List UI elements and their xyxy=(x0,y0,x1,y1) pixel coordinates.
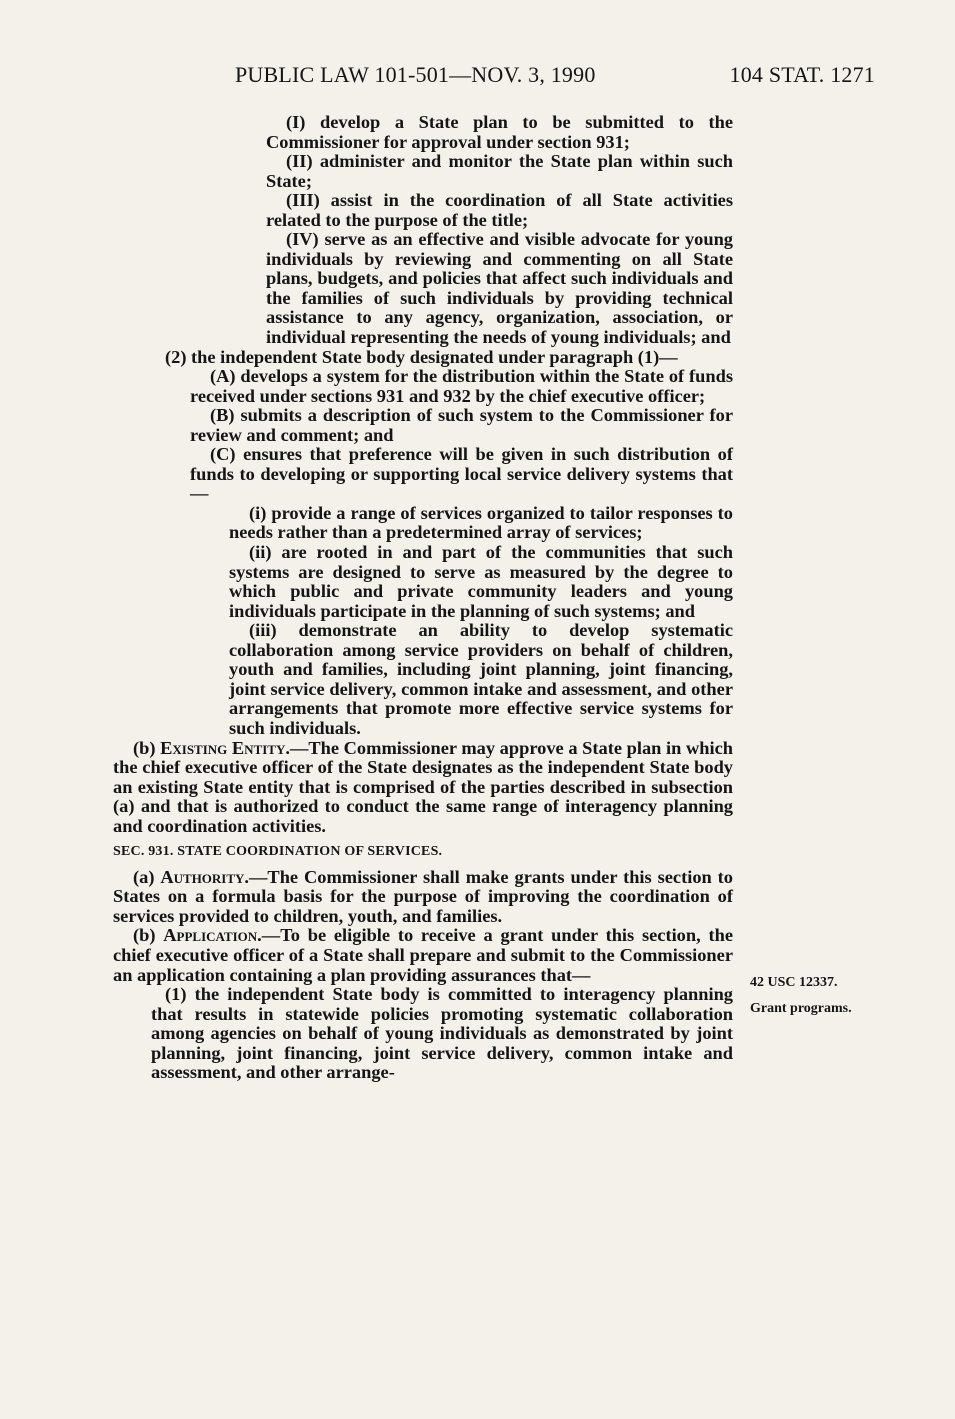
margin-note-usc: 42 USC 12337. xyxy=(750,975,838,990)
subsection-text: —The Commissioner may approve a State plan in which the chief executive officer of the State designates as the independent State body an existing State entity that is comprised of the parties described in subsection (a) and that is authorized to conduct the same range of interagency planning and coordination activities. xyxy=(113,737,733,836)
subsection-text: —The Commissioner shall make grants under this section to States on a formula basis for the purpose of improving the coordination of services provided to children, youth, and families. xyxy=(113,866,733,926)
clause-IV: (IV) serve as an effective and visible advocate for young individuals by reviewing and commenting on all State plans, budgets, and policies that affect such individuals and the families of such individuals by providing technical assistance to any agency, organization, association, or individual representing the needs of young individuals; and xyxy=(266,229,733,348)
paragraph-1: (1) the independent State body is committed to interagency planning that results in statewide policies promoting systematic collaboration among agencies on behalf of young individuals as demonstrated by joint planning, joint financing, joint service delivery, common intake and assessment, and other arrange- xyxy=(151,984,733,1083)
subsection-b-application xyxy=(113,926,733,985)
subsection-a-authority xyxy=(113,868,733,927)
item-iii: (iii) demonstrate an ability to develop systematic collaboration among service providers on behalf of children, youth and families, including joint planning, joint financing, joint service delivery, common intake and assessment, and other arrangements that promote more effective service systems for such individuals. xyxy=(229,620,733,738)
margin-note-grant-programs: Grant programs. xyxy=(750,1001,852,1016)
subsection-label: (b) xyxy=(133,737,161,758)
section-heading: SEC. 931. STATE COORDINATION OF SERVICES. xyxy=(113,844,443,860)
subparagraph-C: (C) ensures that preference will be given in such distribution of funds to developing or supporting local service delivery systems that— xyxy=(190,444,733,504)
subsection-label: (a) xyxy=(133,866,161,887)
item-i: (i) provide a range of services organized to tailor responses to needs rather than a predetermined array of services; xyxy=(229,502,733,543)
subsection-heading: Existing Entity. xyxy=(160,737,290,758)
subsection-heading: Application. xyxy=(163,925,262,946)
item-ii: (ii) are rooted in and part of the communities that such systems are designed to serve as measured by the degree to which public and private community leaders and young individuals participate in the planning of such systems; and xyxy=(229,542,733,621)
subparagraph-B: (B) submits a description of such system to the Commissioner for review and comment; and xyxy=(190,405,733,445)
paragraph-2: (2) the independent State body designated under paragraph (1)— xyxy=(165,346,678,367)
clause-II: (II) administer and monitor the State plan within such State; xyxy=(266,151,733,191)
header-stat: 104 STAT. 1271 xyxy=(729,62,875,87)
subparagraph-A: (A) develops a system for the distribution within the State of funds received under sections 931 and 932 by the chief executive officer; xyxy=(190,366,733,406)
subsection-text: —To be eligible to receive a grant under this section, the chief executive officer of a State shall prepare and submit to the Commissioner an application containing a plan providing assurances that— xyxy=(113,925,733,985)
clause-I: (I) develop a State plan to be submitted to the Commissioner for approval under section 931; xyxy=(266,112,733,152)
clause-III: (III) assist in the coordination of all State activities related to the purpose of the title; xyxy=(266,190,733,230)
subsection-b-existing-entity xyxy=(113,739,733,837)
subsection-heading: Authority. xyxy=(160,866,250,887)
header-title: PUBLIC LAW 101-501—NOV. 3, 1990 xyxy=(235,62,596,87)
subsection-label: (b) xyxy=(133,925,164,946)
document-body xyxy=(113,113,733,1083)
